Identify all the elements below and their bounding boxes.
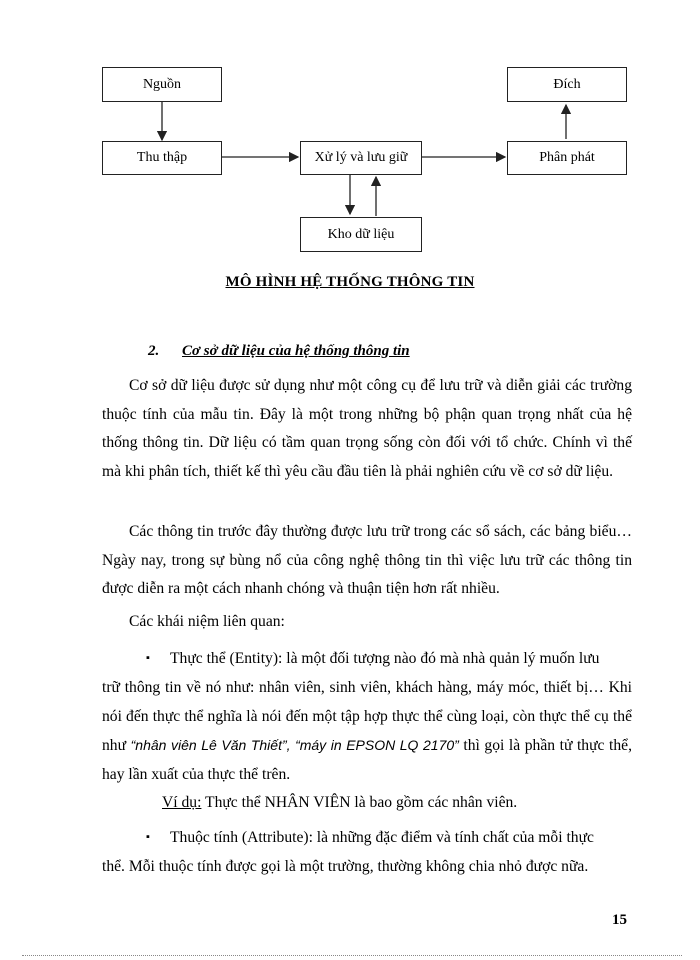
node-process-label: Xử lý và lưu giữ xyxy=(314,150,408,165)
node-target-label: Đích xyxy=(553,76,581,92)
node-target xyxy=(507,67,627,102)
node-distribute xyxy=(507,141,627,175)
node-storage xyxy=(300,217,422,252)
paragraph-2: Các thông tin trước đây thường được lưu trữ trong các sổ sách, các bảng biểu… Ngày nay, trong sự bùng nổ của công nghệ thông tin thì việc lưu trữ các thông tin được diễn ra một cách nhanh chóng và thuận tiện hơn rất nhiều. xyxy=(102,523,632,598)
attribute-bullet: ▪ xyxy=(146,831,150,843)
paragraph-3: Các khái niệm liên quan: xyxy=(129,613,285,630)
section-heading xyxy=(148,343,410,360)
paragraph-1: Cơ sở dữ liệu được sử dụng như một công cụ để lưu trữ và diễn giải các trường thuộc tính của mẫu tin. Đây là một trong những bộ phận quan trọng nhất của hệ thống thông tin. Dữ liệu có tầm quan trọng sống còn đối với tổ chức. Chính vì thế mà khi phân tích, thiết kế thì yêu cầu đầu tiên là phải nghiên cứu về cơ sở dữ liệu. xyxy=(102,377,632,481)
section-number: 2. xyxy=(148,343,160,359)
entity-text-b: thì gọi là phần tử thực thể, hay lần xuất của thực thể trên. xyxy=(102,737,632,784)
entity-bullet: ▪ xyxy=(146,652,150,664)
entity-lead: Thực thể (Entity): là một đối tượng nào đó mà nhà quản lý muốn lưu xyxy=(170,650,600,667)
node-collect xyxy=(102,141,222,175)
page-bottom-divider xyxy=(22,955,682,956)
node-distribute-label: Phân phát xyxy=(539,150,595,165)
node-collect-label: Thu thập xyxy=(136,150,188,165)
section-title: Cơ sở dữ liệu của hệ thống thông tin xyxy=(182,343,410,359)
entity-example-italic: “nhân viên Lê Văn Thiết”, “máy in EPSON LQ 2170” xyxy=(130,737,459,754)
entity-body xyxy=(102,674,632,790)
attribute-body: thể. Mỗi thuộc tính được gọi là một trường, thường không chia nhỏ được nữa. xyxy=(102,858,589,875)
example-text: Thực thể NHÂN VIÊN là bao gồm các nhân viên. xyxy=(201,794,518,811)
node-source-label: Nguồn xyxy=(142,76,182,92)
diagram-caption: MÔ HÌNH HỆ THỐNG THÔNG TIN xyxy=(225,274,475,290)
page-number: 15 xyxy=(612,912,627,928)
node-source xyxy=(102,67,222,102)
attribute-lead: Thuộc tính (Attribute): là những đặc điểm và tính chất của mỗi thực xyxy=(170,829,594,846)
example-line xyxy=(162,789,517,818)
node-storage-label: Kho dữ liệu xyxy=(327,226,395,242)
node-process xyxy=(300,141,422,175)
example-label: Ví dụ: xyxy=(162,794,202,811)
entity-text-a: trữ thông tin về nó như: nhân viên, sinh viên, khách hàng, máy móc, thiết bị… Khi nói đến thực thể nghĩa là nói đến một tập hợp thực thể cùng loại, còn thực thể cụ thể như xyxy=(102,679,632,755)
